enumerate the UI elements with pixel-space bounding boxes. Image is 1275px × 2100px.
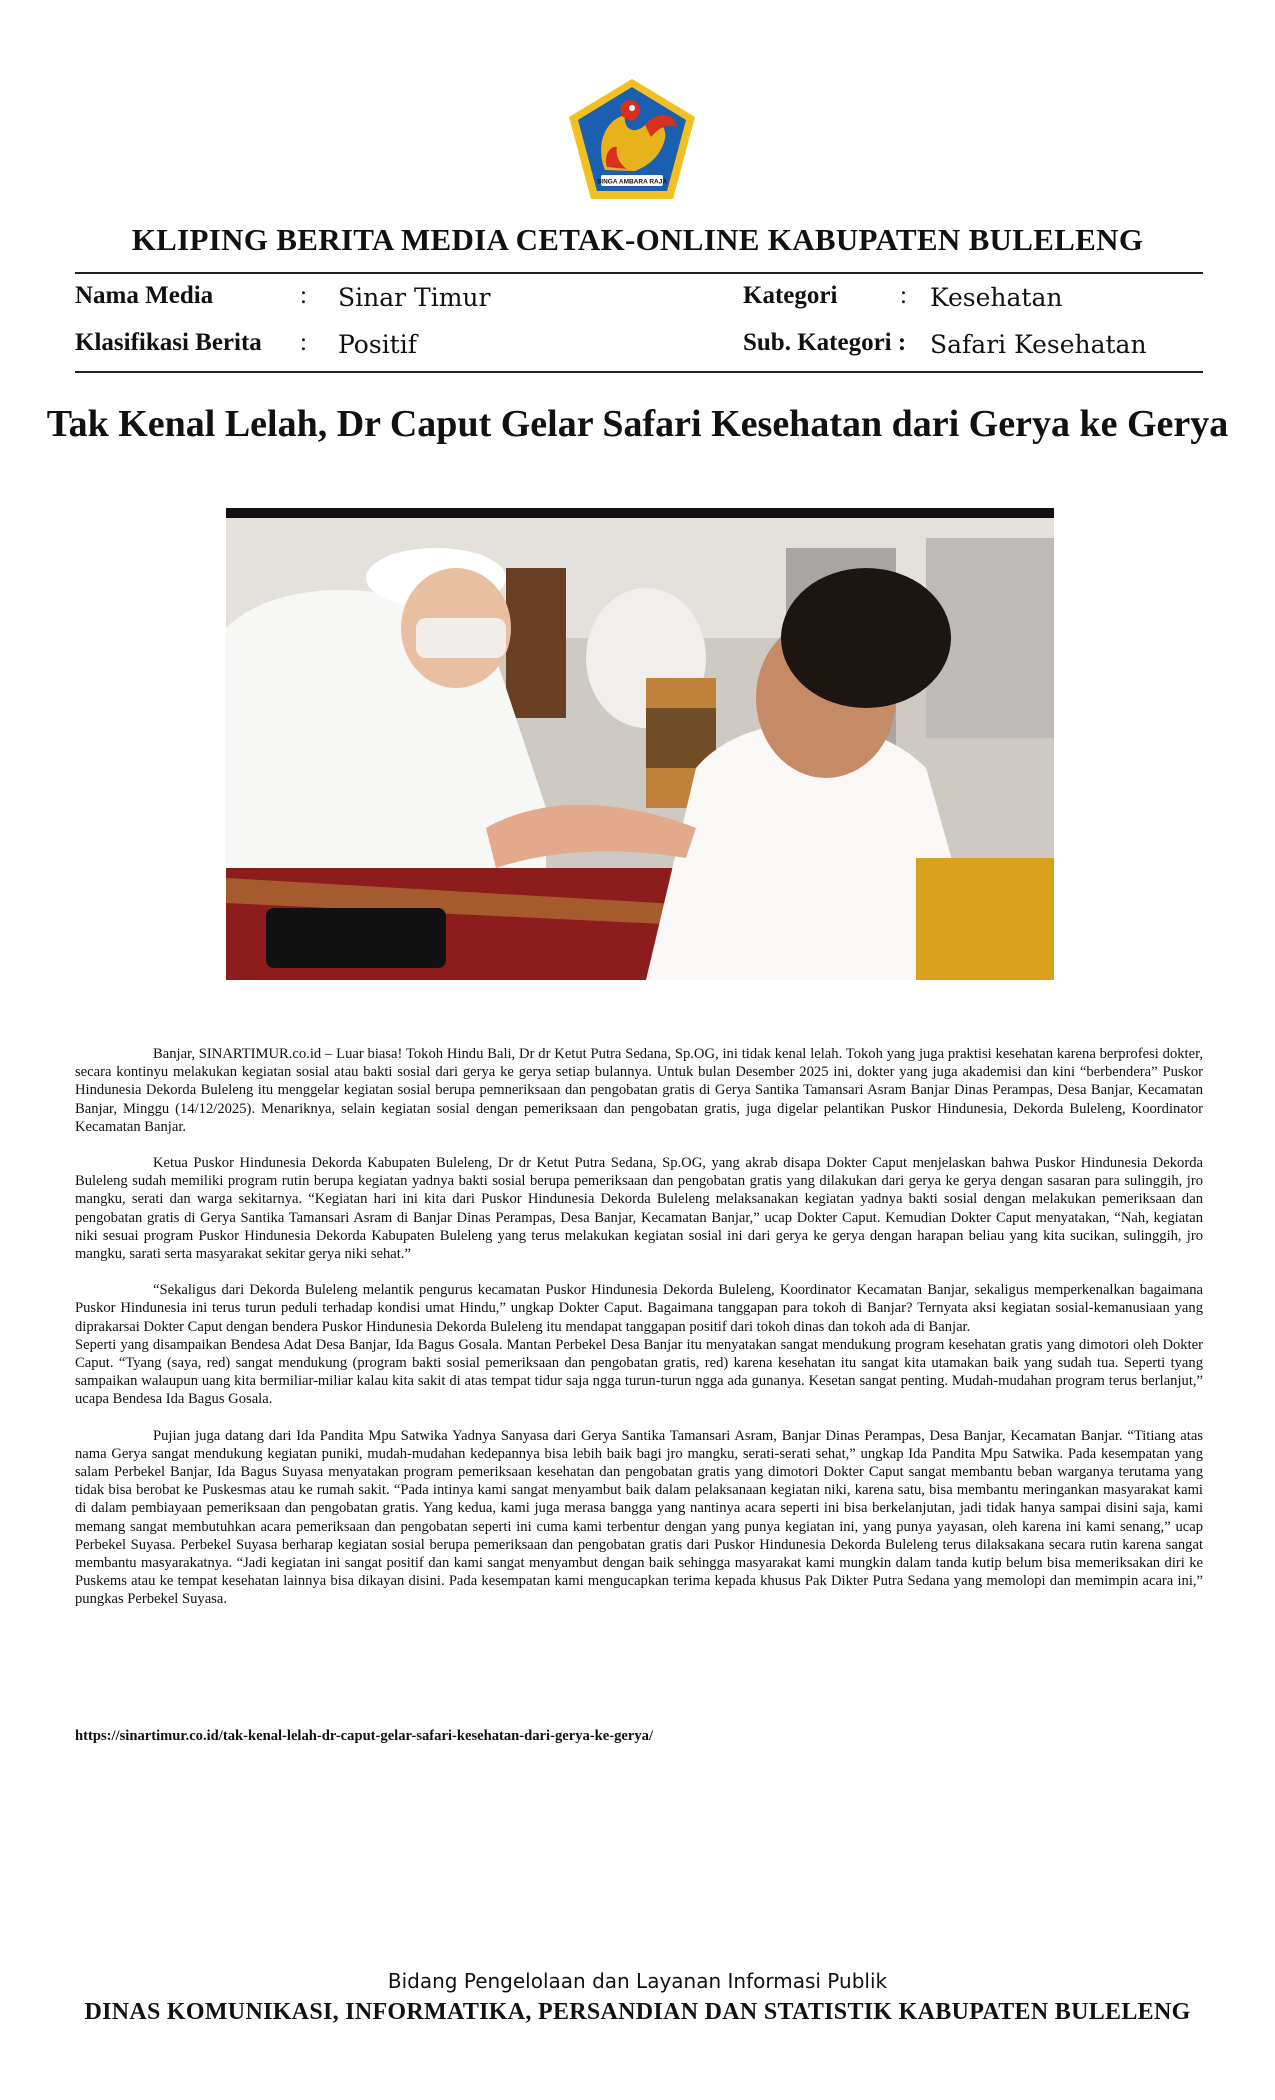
sub-kategori-label: Sub. Kategori : [743, 329, 907, 356]
article-headline: Tak Kenal Lelah, Dr Caput Gelar Safari Kesehatan dari Gerya ke Gerya [46, 403, 1229, 445]
nama-media-colon: : [300, 282, 307, 309]
nama-media-value: Sinar Timur [338, 283, 491, 312]
meta-block [0, 0, 1275, 380]
footer-division: Bidang Pengelolaan dan Layanan Informasi Publik [387, 1969, 888, 1993]
article-paragraph: Seperti yang disampaikan Bendesa Adat Desa Banjar, Ida Bagus Gosala. Mantan Perbekel Desa Banjar itu menyatakan sangat mendukung program kesehatan gratis yang dimotori oleh Dokter Caput. “Tyang (saya, red) sangat mendukung (program bakti sosial pemeriksaan dan pengobatan gratis, red) karena kesehatan itu sangat kita utamakan baik yang sudah tua. Seperti tyang sampaikan walaupun uang kita bermiliar-miliar kalau kita sakit di atas tempat tidur saja ngga turun-turun ngga ada gunanya. Kesetan sangat penting. Mudah-mudahan program terus berlanjut,” ucapa Bendesa Ida Bagus Gosala. [75, 1336, 1203, 1408]
footer-agency: DINAS KOMUNIKASI, INFORMATIKA, PERSANDIAN DAN STATISTIK KABUPATEN BULELENG [84, 1999, 1191, 2025]
article-paragraph: Banjar, SINARTIMUR.co.id – Luar biasa! Tokoh Hindu Bali, Dr dr Ketut Putra Sedana, Sp.OG, ini tidak kenal lelah. Tokoh yang juga praktisi kesehatan karena berprofesi dokter, secara kontinyu melakukan kegiatan sosial atau bakti sosial dari gerya ke gerya setiap bulannya. Untuk bulan Desember 2025 ini, dokter yang juga akademisi dan kini “berbendera” Puskor Hindunesia Dekorda Buleleng itu menggelar kegiatan sosial berupa pemneriksaan dan pengobatan gratis di Gerya Santika Tamansari Asram Banjar Dinas Perampas, Desa Banjar, Kecamatan Banjar, Minggu (14/12/2025). Menariknya, selain kegiatan sosial dengan pemeriksaan dan pengobatan gratis, juga digelar pelantikan Puskor Hindunesia, Dekorda Buleleng, Koordinator Kecamatan Banjar. [75, 1046, 1203, 1135]
article-body [75, 1045, 1203, 1627]
klasifikasi-label: Klasifikasi Berita [75, 329, 262, 356]
header-bottom-rule [75, 371, 1203, 373]
kategori-label: Kategori [743, 282, 838, 309]
sub-kategori-value: Safari Kesehatan [930, 330, 1147, 359]
document-title: KLIPING BERITA MEDIA CETAK-ONLINE KABUPATEN BULELENG [131, 222, 1144, 257]
article-paragraph: “Sekaligus dari Dekorda Buleleng melantik pengurus kecamatan Puskor Hindunesia Dekorda Buleleng, Koordinator Kecamatan Banjar, sekaligus memperkenalkan bagaimana Puskor Hindunesia ini terus turun peduli terhadap kondisi umat Hindu,” ungkap Dokter Caput. Bagaimana tanggapan para tokoh di Banjar? Ternyata aksi kegiatan sosial-kemanusiaan yang diprakarsai Dokter Caput dengan bendera Puskor Hindunesia Dekorda Buleleng itu mendapat tanggapan positif dari tokoh dinas dan tokoh ada di Banjar. [75, 1282, 1203, 1335]
article-paragraph: Pujian juga datang dari Ida Pandita Mpu Satwika Yadnya Sanyasa dari Gerya Santika Tamansari Asram, Banjar Dinas Perampas, Desa Banjar, Kecamatan Banjar. “Titiang atas nama Gerya sangat mendukung kegiatan puniki, mudah-mudahan kedepannya bisa lebih baik bagi jro mangku, serati-serati sehat,” ungkap Ida Pandita Mpu Satwika. Pada kesempatan yang salam Perbekel Banjar, Ida Bagus Suyasa menyatakan program pemeriksaan kesehatan dan pengobatan gratis yang dimotori Dokter Caput sangat membantu beban warganya terutama yang tidak bisa berobat ke Puskesmas atau ke rumah sakit. “Pada intinya kami sangat menyambut baik dalam pelaksanaan kegiatan niki, karena satu, bisa membantu meringankan masyarakat kami di dalam pembiayaan pemeriksaan dan pengobatan gratis. Yang kedua, kami juga merasa bangga yang nantinya acara seperti ini bisa berkelanjutan, jadi tidak hanya sampai disini saja, kami memang sangat membutuhkan acara pemeriksaan dan pengobatan seperti ini cuma kami terbentur dengan yang punya kegiatan ini, yang punya yayasan, oleh karena ini kami senang,” ucap Perbekel Suyasa. Perbekel Suyasa berharap kegiatan sosial berupa pemeriksaan dan pengobatan gratis dari Puskor Hindunesia Dekorda Buleleng terus dilaksakana secara rutin karena sangat membantu masyarakatnya. “Jadi kegiatan ini sangat positif dan kami sangat menyambut dengan baik sehingga masyarakat kami mungkin dalam tanda kutip belum bisa memeriksakan diri ke Puskems atau ke tempat kesehatan lainnya bisa dikayan disini. Pada kesempatan kami mengucapkan terima kepada khusus Pak Dikter Putra Sedana yang memolopi dan memimpin acara ini,” pungkas Perbekel Suyasa. [75, 1427, 1203, 1608]
nama-media-label: Nama Media [75, 282, 214, 309]
news-photo [226, 508, 1054, 980]
crest-motto: SINGA AMBARA RAJA [596, 178, 668, 186]
kategori-colon: : [900, 282, 907, 309]
klasifikasi-colon: : [300, 329, 307, 356]
article-paragraph: Ketua Puskor Hindunesia Dekorda Kabupaten Buleleng, Dr dr Ketut Putra Sedana, Sp.OG, yang akrab disapa Dokter Caput menjelaskan bahwa Puskor Hindunesia Dekorda Buleleng sudah memiliki program rutin berupa kegiatan yadnya bakti sosial berupa pemeriksaan dan pengobatan gratis yang dilakukan dari gerya ke gerya dengan sasaran para sulinggih, jro mangku, serati dan warga sekitarnya. “Kegiatan hari ini kita dari Puskor Hindunesia Dekorda Buleleng melaksanakan kegiatan yadnya bakti sosial dengan melakukan pemeriksaan dan pengobatan gratis di Gerya Santika Tamansari Asram di Banjar Dinas Perampas, Desa Banjar, Kecamatan Banjar,” ucap Dokter Caput. Kemudian Dokter Caput menyatakan, “Nah, kegiatan niki sesuai program Puskor Hindunesia Dekorda Kabupaten Buleleng yang terus melakukan kegiatan sosial ini dari gerya ke gerya dengan harapan beliau yang kita sucikan, sulinggih, jro mangku, sarati serta masyarakat sekitar gerya niki sehat.” [75, 1155, 1203, 1263]
klasifikasi-value: Positif [338, 330, 417, 359]
kategori-value: Kesehatan [930, 283, 1063, 312]
source-link[interactable]: https://sinartimur.co.id/tak-kenal-lelah-dr-caput-gelar-safari-kesehatan-dari-gerya-ke-gerya/ [75, 1728, 654, 1744]
